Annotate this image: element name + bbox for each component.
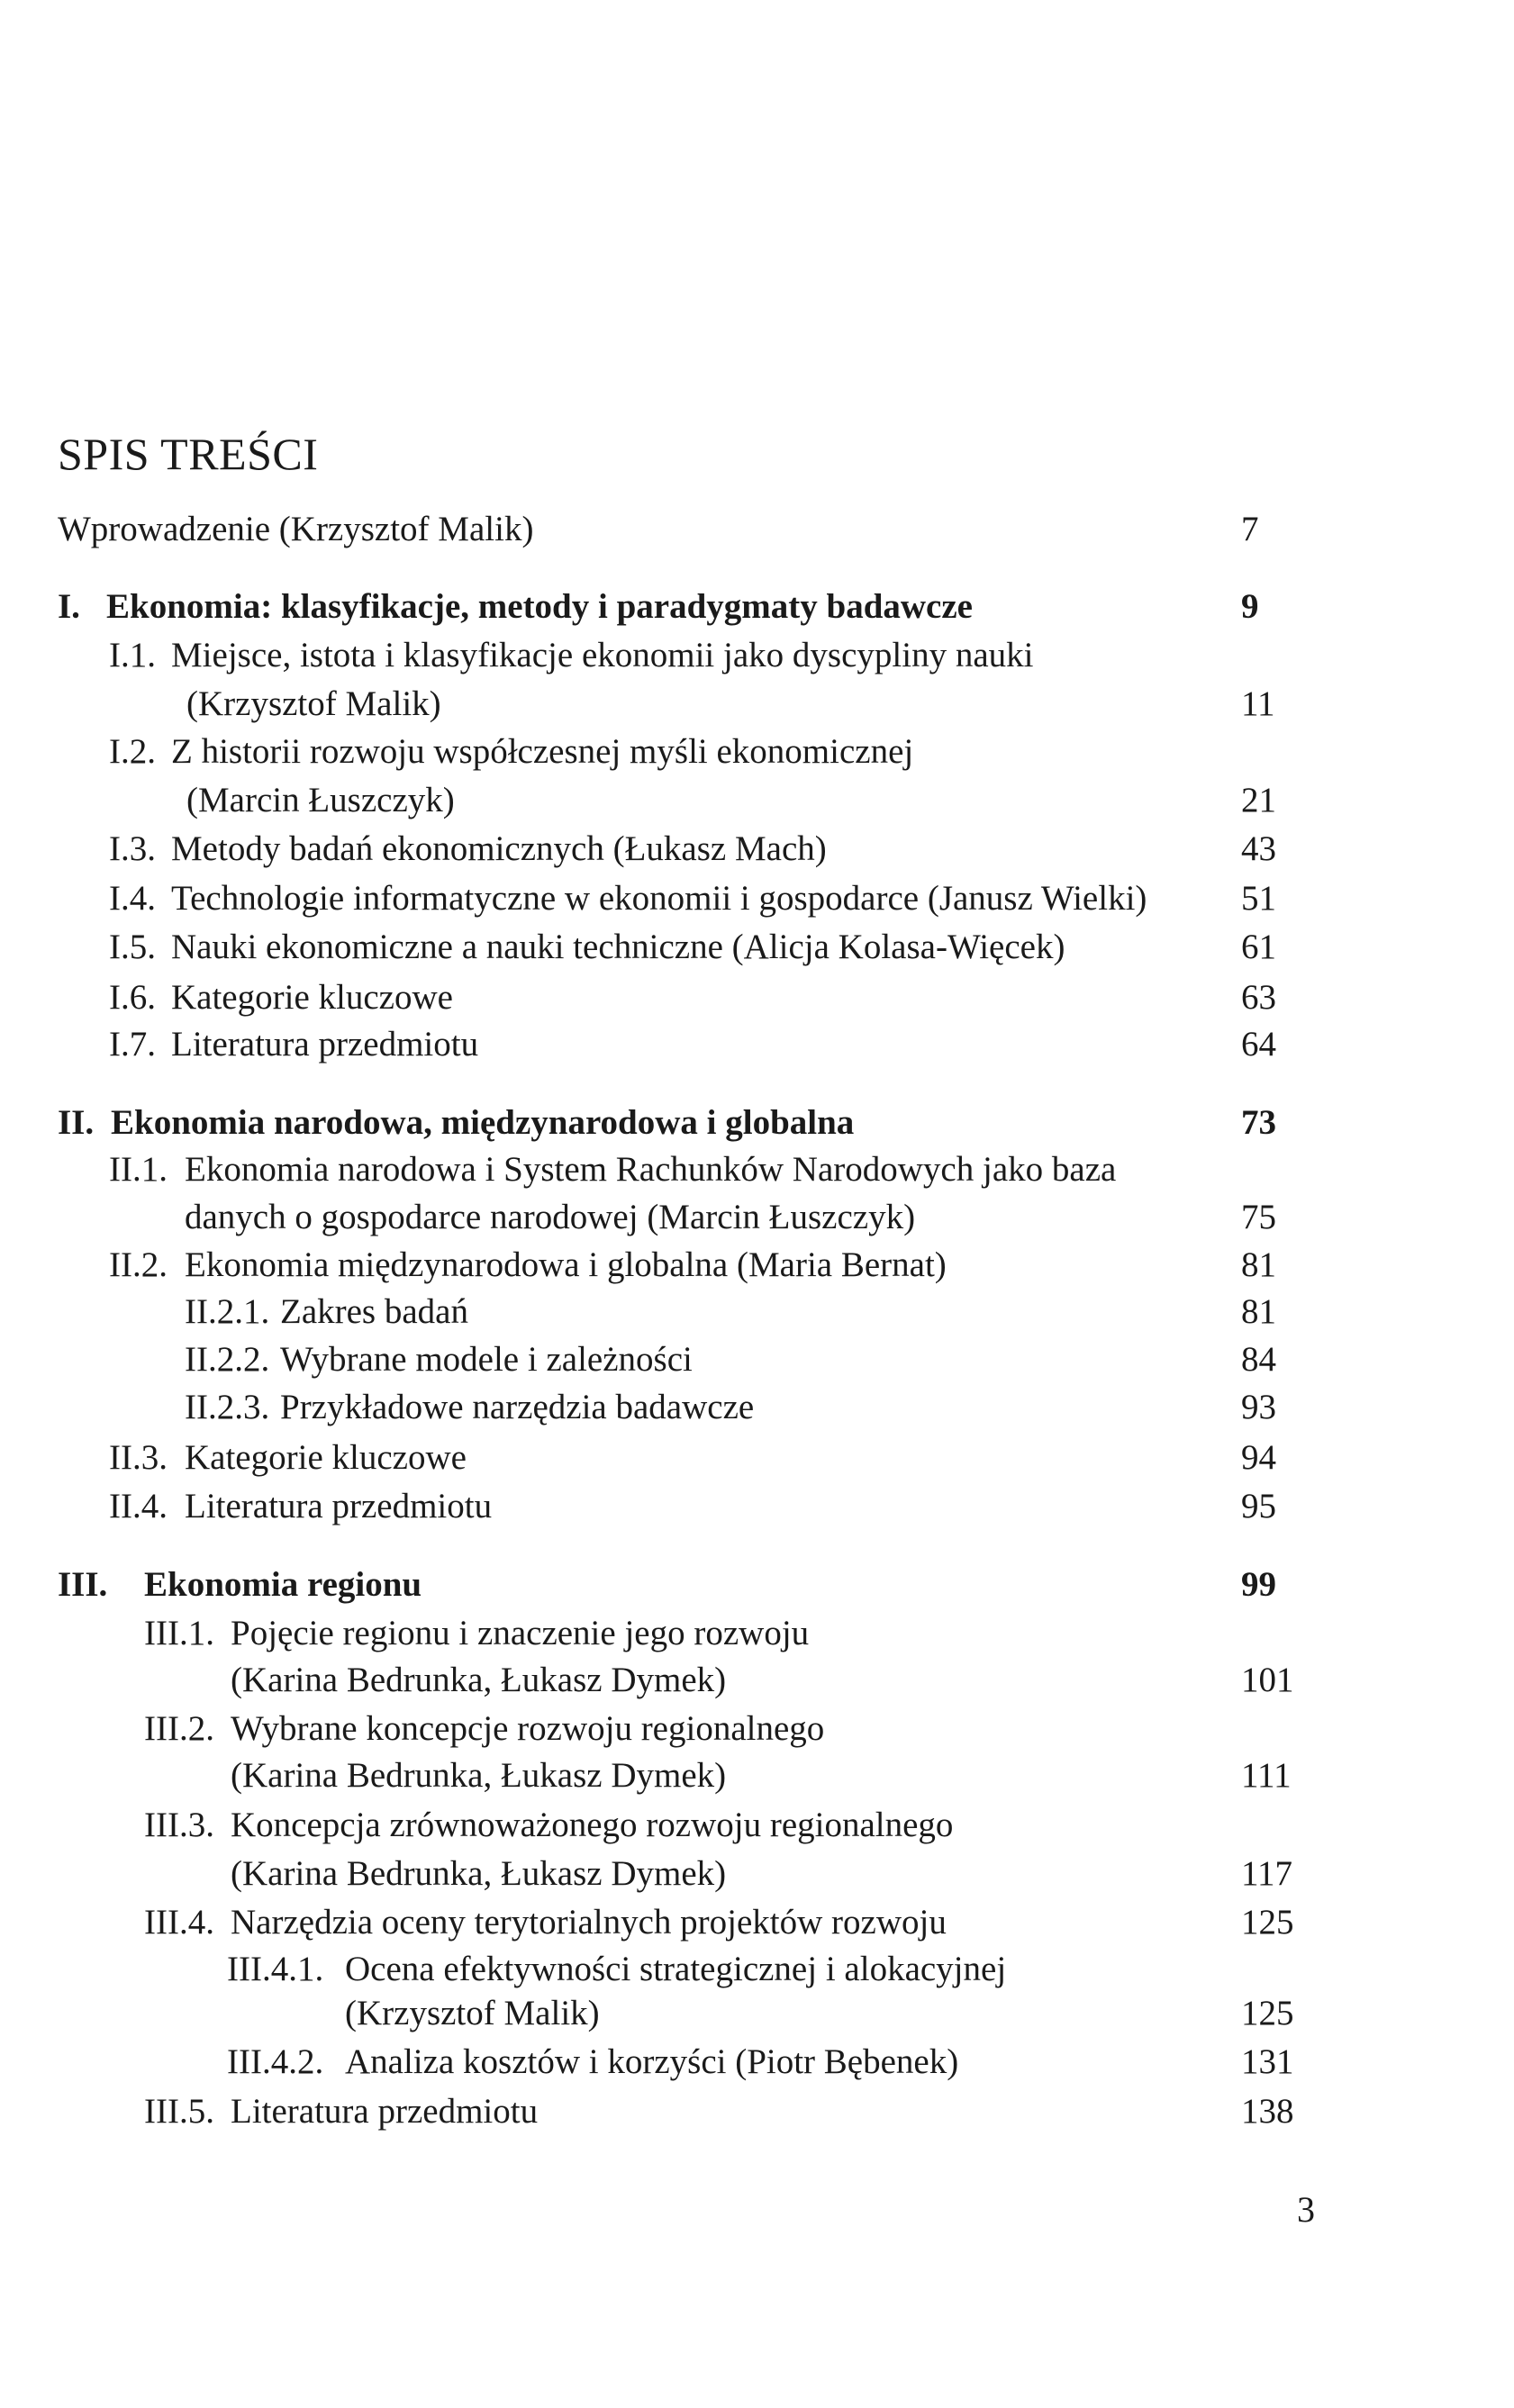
- section-page-number: 101: [1241, 1661, 1294, 1699]
- section-number: II.2.3.: [185, 1388, 270, 1426]
- section-number: III.5.: [144, 2092, 214, 2131]
- section-title-line: Miejsce, istota i klasyfikacje ekonomii jako dyscypliny nauki: [171, 636, 1034, 674]
- section-number: I.3.: [109, 829, 156, 868]
- section-title-line: Technologie informatyczne w ekonomii i gospodarce (Janusz Wielki): [171, 879, 1147, 918]
- section-page-number: 51: [1241, 879, 1276, 918]
- section-number: III.2.: [144, 1709, 214, 1748]
- page-title: SPIS TREŚCI: [58, 429, 319, 479]
- section-number: II.2.2.: [185, 1340, 270, 1379]
- section-number: I.4.: [109, 879, 156, 918]
- section-page-number: 81: [1241, 1245, 1276, 1284]
- section-page-number: 93: [1241, 1388, 1276, 1426]
- section-title-line: Pojęcie regionu i znaczenie jego rozwoju: [231, 1614, 810, 1652]
- chapter-title: Ekonomia regionu: [144, 1565, 422, 1604]
- section-page-number: 94: [1241, 1438, 1276, 1477]
- section-title-line: Analiza kosztów i korzyści (Piotr Bębenek): [345, 2042, 959, 2081]
- section-page-number: 61: [1241, 928, 1276, 966]
- section-number: I.7.: [109, 1025, 156, 1064]
- section-number: I.2.: [109, 732, 156, 771]
- section-page-number: 81: [1241, 1292, 1276, 1331]
- chapter-page-number: 73: [1241, 1103, 1276, 1142]
- section-number: I.5.: [109, 928, 156, 966]
- section-title-line: Wybrane modele i zależności: [280, 1340, 693, 1379]
- section-title-line: Metody badań ekonomicznych (Łukasz Mach): [171, 829, 827, 868]
- section-title-line: Nauki ekonomiczne a nauki techniczne (Alicja Kolasa-Więcek): [171, 928, 1065, 966]
- section-title-line: Narzędzia oceny terytorialnych projektów rozwoju: [231, 1903, 947, 1942]
- chapter-number: II.: [58, 1103, 95, 1142]
- section-page-number: 125: [1241, 1903, 1294, 1942]
- section-number: II.2.: [109, 1245, 168, 1284]
- section-title-line: Kategorie kluczowe: [171, 978, 453, 1017]
- section-title-line: Ocena efektywności strategicznej i alokacyjnej: [345, 1950, 1007, 1988]
- section-number: II.1.: [109, 1150, 168, 1189]
- section-title-line: Koncepcja zrównoważonego rozwoju regionalnego: [231, 1806, 954, 1844]
- section-page-number: 21: [1241, 781, 1276, 819]
- section-title-line: (Karina Bedrunka, Łukasz Dymek): [231, 1756, 727, 1795]
- chapter-number: I.: [58, 587, 80, 626]
- section-page-number: 75: [1241, 1198, 1276, 1236]
- section-title-line: Wybrane koncepcje rozwoju regionalnego: [231, 1709, 825, 1748]
- section-number: III.3.: [144, 1806, 214, 1844]
- section-title-line: (Karina Bedrunka, Łukasz Dymek): [231, 1661, 727, 1699]
- chapter-page-number: 9: [1241, 587, 1259, 626]
- section-title-line: (Karina Bedrunka, Łukasz Dymek): [231, 1854, 727, 1893]
- section-title-line: Literatura przedmiotu: [231, 2092, 539, 2131]
- section-number: II.2.1.: [185, 1292, 270, 1331]
- toc-page-number: 7: [1241, 510, 1259, 548]
- toc-entry-title: Wprowadzenie (Krzysztof Malik): [58, 510, 534, 548]
- chapter-title: Ekonomia narodowa, międzynarodowa i globalna: [111, 1103, 855, 1142]
- section-number: III.1.: [144, 1614, 214, 1652]
- section-title-line: (Marcin Łuszczyk): [186, 781, 455, 819]
- section-number: I.6.: [109, 978, 156, 1017]
- section-title-line: Kategorie kluczowe: [185, 1438, 467, 1477]
- section-page-number: 64: [1241, 1025, 1276, 1064]
- section-page-number: 125: [1241, 1994, 1294, 2032]
- section-page-number: 84: [1241, 1340, 1276, 1379]
- page-number: 3: [1297, 2189, 1315, 2230]
- section-title-line: Literatura przedmiotu: [171, 1025, 479, 1064]
- section-title-line: (Krzysztof Malik): [186, 684, 441, 723]
- section-title-line: Przykładowe narzędzia badawcze: [280, 1388, 755, 1426]
- section-number: III.4.: [144, 1903, 214, 1942]
- section-title-line: (Krzysztof Malik): [345, 1994, 600, 2032]
- section-number: III.4.1.: [227, 1950, 324, 1988]
- section-page-number: 138: [1241, 2092, 1294, 2131]
- chapter-title: Ekonomia: klasyfikacje, metody i paradygmaty badawcze: [106, 587, 973, 626]
- section-number: II.3.: [109, 1438, 168, 1477]
- section-title-line: Z historii rozwoju współczesnej myśli ekonomicznej: [171, 732, 914, 771]
- section-title-line: Literatura przedmiotu: [185, 1487, 493, 1525]
- section-title-line: Zakres badań: [280, 1292, 468, 1331]
- section-page-number: 131: [1241, 2042, 1294, 2081]
- section-number: III.4.2.: [227, 2042, 324, 2081]
- chapter-number: III.: [58, 1565, 108, 1604]
- section-title-line: Ekonomia międzynarodowa i globalna (Maria Bernat): [185, 1245, 947, 1284]
- section-page-number: 11: [1241, 684, 1275, 723]
- section-number: II.4.: [109, 1487, 168, 1525]
- section-page-number: 117: [1241, 1854, 1293, 1893]
- section-page-number: 95: [1241, 1487, 1276, 1525]
- section-page-number: 43: [1241, 829, 1276, 868]
- section-title-line: danych o gospodarce narodowej (Marcin Łuszczyk): [185, 1198, 916, 1236]
- section-page-number: 111: [1241, 1756, 1292, 1795]
- chapter-page-number: 99: [1241, 1565, 1276, 1604]
- section-page-number: 63: [1241, 978, 1276, 1017]
- section-title-line: Ekonomia narodowa i System Rachunków Narodowych jako baza: [185, 1150, 1117, 1189]
- section-number: I.1.: [109, 636, 156, 674]
